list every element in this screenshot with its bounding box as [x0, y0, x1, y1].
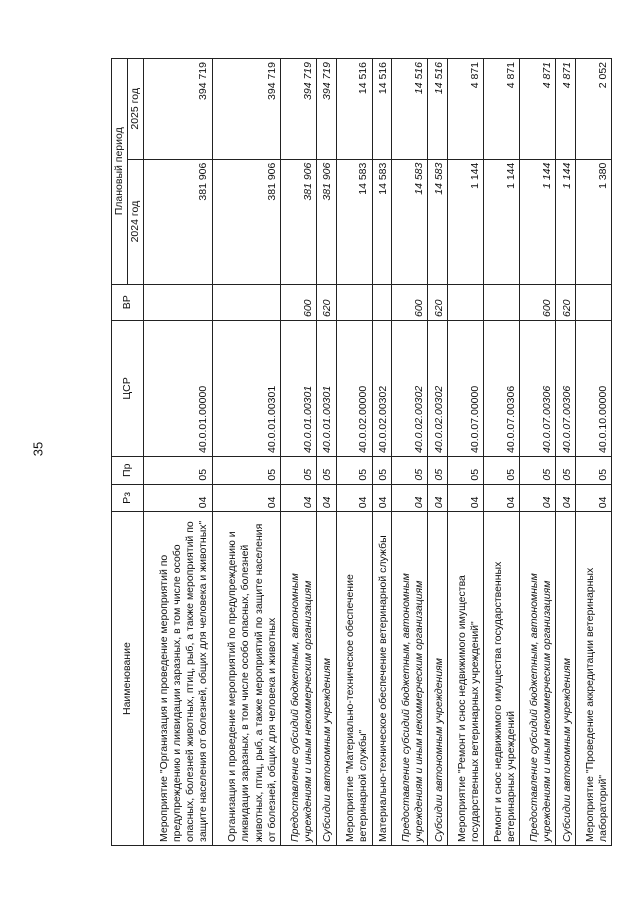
column-header-vr: ВР [112, 284, 144, 320]
name-cell: Мероприятие "Ремонт и снос недвижимого имущества государственных ветеринарных учреждений" [448, 512, 484, 846]
amount-2025-cell: 4 871 [556, 59, 576, 160]
page-number: 35 [30, 441, 46, 457]
name-cell: Предоставление субсидий бюджетным, автономным учреждениям и иным некоммерческим организациям [280, 512, 316, 846]
amount-2024-cell: 1 144 [556, 159, 576, 284]
vr-cell: 620 [556, 284, 576, 320]
amount-2024-cell: 14 583 [428, 159, 448, 284]
vr-cell [575, 284, 611, 320]
amount-2025-cell: 14 516 [372, 59, 392, 160]
amount-2025-cell: 14 516 [392, 59, 428, 160]
column-header-planned-period: Плановый период [112, 59, 128, 285]
csr-cell: 40.0.07.00306 [556, 321, 576, 457]
name-cell: Субсидии автономным учреждениям [428, 512, 448, 846]
vr-cell: 620 [428, 284, 448, 320]
amount-2025-cell: 4 871 [520, 59, 556, 160]
amount-2024-cell: 14 583 [392, 159, 428, 284]
pr-cell: 05 [448, 456, 484, 484]
table-row [144, 59, 212, 846]
rz-cell: 04 [556, 484, 576, 512]
amount-2025-cell: 14 516 [336, 59, 372, 160]
rz-cell: 04 [428, 484, 448, 512]
rz-cell: 04 [144, 484, 212, 512]
name-cell: Мероприятие "Материально-техническое обеспечение ветеринарной службы" [336, 512, 372, 846]
amount-2025-cell: 14 516 [428, 59, 448, 160]
pr-cell: 05 [428, 456, 448, 484]
rz-cell: 04 [212, 484, 280, 512]
csr-cell: 40.0.01.00301 [212, 321, 280, 457]
table-body [144, 59, 612, 846]
column-header-2024: 2024 год [128, 159, 144, 284]
table-row [372, 59, 392, 846]
vr-cell [484, 284, 520, 320]
vr-cell [372, 284, 392, 320]
amount-2025-cell: 4 871 [448, 59, 484, 160]
rz-cell: 04 [575, 484, 611, 512]
rz-cell: 04 [448, 484, 484, 512]
csr-cell: 40.0.01.00000 [144, 321, 212, 457]
pr-cell: 05 [556, 456, 576, 484]
csr-cell: 40.0.02.00302 [372, 321, 392, 457]
vr-cell [336, 284, 372, 320]
amount-2024-cell: 381 906 [316, 159, 336, 284]
rz-cell: 04 [484, 484, 520, 512]
pr-cell: 05 [212, 456, 280, 484]
amount-2025-cell: 394 719 [280, 59, 316, 160]
table-header [112, 59, 144, 846]
rz-cell: 04 [372, 484, 392, 512]
csr-cell: 40.0.10.00000 [575, 321, 611, 457]
csr-cell: 40.0.02.00302 [392, 321, 428, 457]
pr-cell: 05 [280, 456, 316, 484]
name-cell: Организация и проведение мероприятий по предупреждению и ликвидации заразных, в том числе особо опасных, болезней животных, птиц, рыб, а также мероприятий по защите населения от болезней, общих для человека и животных [212, 512, 280, 846]
name-cell: Субсидии автономным учреждениям [556, 512, 576, 846]
name-cell: Мероприятие "Проведение аккредитации ветеринарных лабораторий" [575, 512, 611, 846]
amount-2024-cell: 381 906 [280, 159, 316, 284]
table-row [280, 59, 316, 846]
amount-2024-cell: 1 144 [484, 159, 520, 284]
amount-2024-cell: 1 144 [520, 159, 556, 284]
amount-2024-cell: 14 583 [372, 159, 392, 284]
amount-2025-cell: 2 052 [575, 59, 611, 160]
table-row [392, 59, 428, 846]
vr-cell: 620 [316, 284, 336, 320]
rz-cell: 04 [316, 484, 336, 512]
budget-table [111, 58, 612, 846]
pr-cell: 05 [372, 456, 392, 484]
table-row [316, 59, 336, 846]
rz-cell: 04 [392, 484, 428, 512]
csr-cell: 40.0.07.00306 [484, 321, 520, 457]
amount-2025-cell: 394 719 [212, 59, 280, 160]
amount-2024-cell: 381 906 [212, 159, 280, 284]
csr-cell: 40.0.01.00301 [316, 321, 336, 457]
vr-cell [144, 284, 212, 320]
pr-cell: 05 [484, 456, 520, 484]
rz-cell: 04 [520, 484, 556, 512]
pr-cell: 05 [575, 456, 611, 484]
pr-cell: 05 [316, 456, 336, 484]
rz-cell: 04 [280, 484, 316, 512]
pr-cell: 05 [144, 456, 212, 484]
amount-2024-cell: 1 380 [575, 159, 611, 284]
column-header-pr: Пр [112, 456, 144, 484]
column-header-name: Наименование [112, 512, 144, 846]
table-row [575, 59, 611, 846]
amount-2024-cell: 1 144 [448, 159, 484, 284]
pr-cell: 05 [336, 456, 372, 484]
rz-cell: 04 [336, 484, 372, 512]
table-row [448, 59, 484, 846]
csr-cell: 40.0.07.00000 [448, 321, 484, 457]
amount-2025-cell: 4 871 [484, 59, 520, 160]
table-row [556, 59, 576, 846]
vr-cell [448, 284, 484, 320]
name-cell: Материально-техническое обеспечение ветеринарной службы [372, 512, 392, 846]
pr-cell: 05 [392, 456, 428, 484]
amount-2024-cell: 14 583 [336, 159, 372, 284]
vr-cell: 600 [280, 284, 316, 320]
name-cell: Предоставление субсидий бюджетным, автономным учреждениям и иным некоммерческим организациям [520, 512, 556, 846]
csr-cell: 40.0.07.00306 [520, 321, 556, 457]
name-cell: Субсидии автономным учреждениям [316, 512, 336, 846]
column-header-rz: Рз [112, 484, 144, 512]
column-header-2025: 2025 год [128, 59, 144, 160]
pr-cell: 05 [520, 456, 556, 484]
vr-cell: 600 [520, 284, 556, 320]
name-cell: Предоставление субсидий бюджетным, автономным учреждениям и иным некоммерческим организациям [392, 512, 428, 846]
amount-2024-cell: 381 906 [144, 159, 212, 284]
csr-cell: 40.0.01.00301 [280, 321, 316, 457]
table-row [336, 59, 372, 846]
budget-table-container [111, 58, 612, 846]
vr-cell [212, 284, 280, 320]
table-row [484, 59, 520, 846]
table-row [428, 59, 448, 846]
vr-cell: 600 [392, 284, 428, 320]
table-row [212, 59, 280, 846]
name-cell: Мероприятие "Организация и проведение мероприятий по предупреждению и ликвидации заразных, в том числе особо опасных, болезней животных, птиц, рыб, а также мероприятий по защите населения от болезней, общих для человека и животных" [144, 512, 212, 846]
amount-2025-cell: 394 719 [316, 59, 336, 160]
amount-2025-cell: 394 719 [144, 59, 212, 160]
table-row [520, 59, 556, 846]
column-header-csr: ЦСР [112, 321, 144, 457]
csr-cell: 40.0.02.00302 [428, 321, 448, 457]
name-cell: Ремонт и снос недвижимого имущества государственных ветеринарных учреждений [484, 512, 520, 846]
csr-cell: 40.0.02.00000 [336, 321, 372, 457]
